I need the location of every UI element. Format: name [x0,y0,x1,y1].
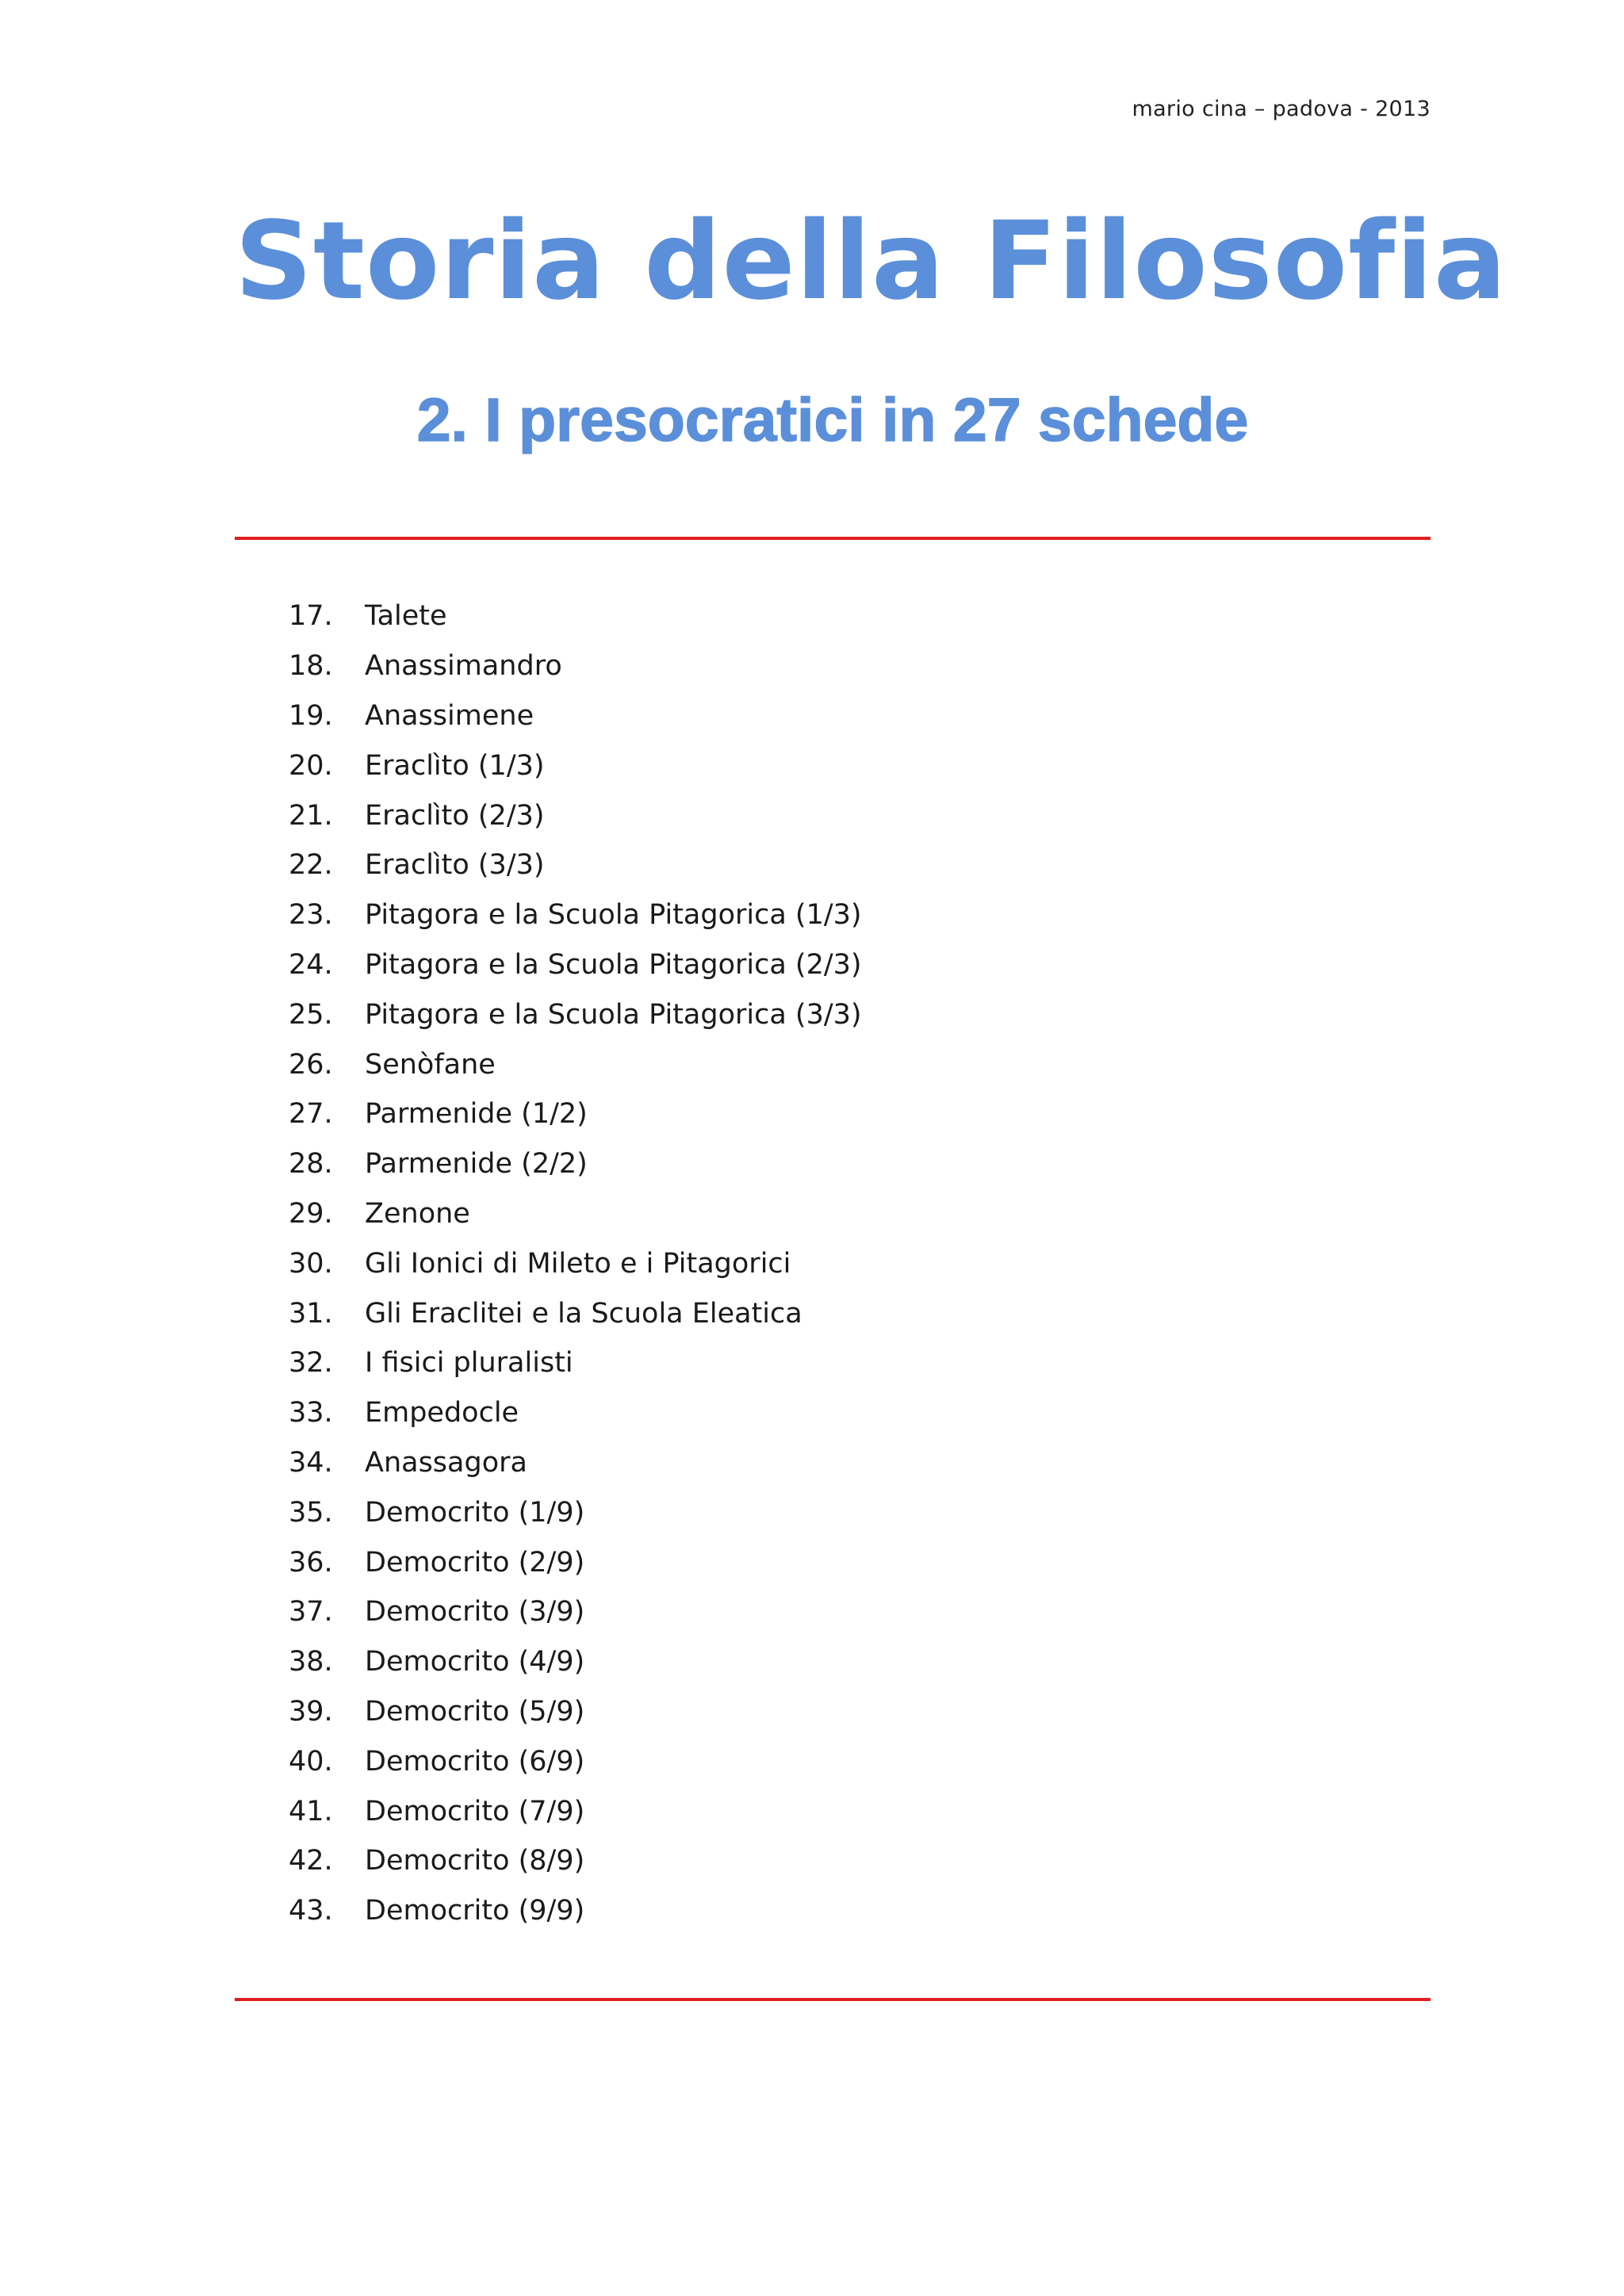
list-item [289,1886,862,1936]
list-item-title: Democrito (7/9) [365,1795,585,1827]
list-item-title: Gli Eraclitei e la Scuola Eleatica [365,1297,802,1330]
list-item-title: Parmenide (2/2) [365,1148,588,1181]
list-item-title: Pitagora e la Scuola Pitagorica (2/3) [365,948,862,981]
list-item-number: 43. [289,1895,333,1927]
list-item-title: Democrito (1/9) [365,1496,585,1529]
list-item-number: 23. [289,899,333,932]
list-item-title: Anassimandro [365,650,562,683]
list-item-title: Democrito (2/9) [365,1546,585,1578]
list-item [289,1189,862,1239]
list-item-number: 41. [289,1795,333,1827]
list-item [289,591,862,641]
list-item-number: 32. [289,1347,333,1380]
list-item [289,1687,862,1737]
list-item [289,1139,862,1189]
list-item [289,1537,862,1587]
list-item-number: 22. [289,849,333,882]
list-item-title: Democrito (4/9) [365,1646,585,1678]
list-item [289,1039,862,1089]
list-item-title: Eraclìto (3/3) [365,849,545,882]
list-item-number: 24. [289,948,333,981]
list-item-title: Parmenide (1/2) [365,1098,588,1131]
list-item-number: 37. [289,1596,333,1628]
list-item-title: Talete [365,600,447,633]
list-item-number: 38. [289,1646,333,1678]
list-item-number: 19. [289,699,333,732]
top-divider [235,537,1431,540]
list-item [289,1388,862,1438]
list-item [289,691,862,741]
list-item [289,1438,862,1488]
list-item [289,890,862,940]
list-item-number: 31. [289,1297,333,1330]
list-item-title: Pitagora e la Scuola Pitagorica (1/3) [365,899,862,932]
list-item-title: Anassagora [365,1446,527,1479]
list-item-title: Democrito (5/9) [365,1695,585,1728]
list-item-number: 30. [289,1247,333,1280]
list-item [289,790,862,840]
page-subtitle: 2. I presocratici in 27 schede [416,386,1249,454]
list-item [289,1836,862,1886]
list-item-number: 18. [289,650,333,683]
list-item-title: Senòfane [365,1048,496,1081]
list-item-number: 25. [289,998,333,1031]
list-item-title: Democrito (8/9) [365,1845,585,1877]
list-item-number: 33. [289,1397,333,1429]
list-item-number: 21. [289,799,333,832]
list-item-title: Democrito (3/9) [365,1596,585,1628]
list-item-title: Eraclìto (2/3) [365,799,545,832]
bottom-divider [235,1998,1431,2001]
list-item-title: Zenone [365,1197,470,1230]
list-item [289,1736,862,1786]
list-item-number: 17. [289,600,333,633]
list-item [289,1288,862,1338]
list-item-number: 34. [289,1446,333,1479]
list-item-number: 36. [289,1546,333,1578]
list-item-title: Democrito (9/9) [365,1895,585,1927]
list-item-title: Eraclìto (1/3) [365,749,545,782]
list-item-number: 28. [289,1148,333,1181]
list-item-number: 20. [289,749,333,782]
list-item-title: Gli Ionici di Mileto e i Pitagorici [365,1247,791,1280]
list-item [289,1089,862,1139]
list-item-number: 26. [289,1048,333,1081]
list-item-number: 39. [289,1695,333,1728]
list-item-title: Democrito (6/9) [365,1745,585,1777]
list-item [289,1786,862,1836]
list-item-title: Empedocle [365,1397,519,1429]
page-title: Storia della Filosofia [235,199,1507,324]
list-item [289,1238,862,1288]
list-item [289,740,862,790]
author-note: mario cina – padova - 2013 [1132,97,1431,121]
list-item-number: 27. [289,1098,333,1131]
list-item [289,641,862,691]
list-item-number: 40. [289,1745,333,1777]
list-item [289,940,862,990]
list-item-number: 35. [289,1496,333,1529]
list-item [289,989,862,1039]
list-item [289,1338,862,1388]
list-item [289,1487,862,1537]
list-item-title: I fisici pluralisti [365,1347,573,1380]
list-item-title: Anassimene [365,699,534,732]
list-item [289,1637,862,1687]
list-item [289,840,862,890]
list-item-title: Pitagora e la Scuola Pitagorica (3/3) [365,998,862,1031]
list-item-number: 29. [289,1197,333,1230]
table-of-contents [289,591,862,1936]
list-item-number: 42. [289,1845,333,1877]
list-item [289,1587,862,1637]
